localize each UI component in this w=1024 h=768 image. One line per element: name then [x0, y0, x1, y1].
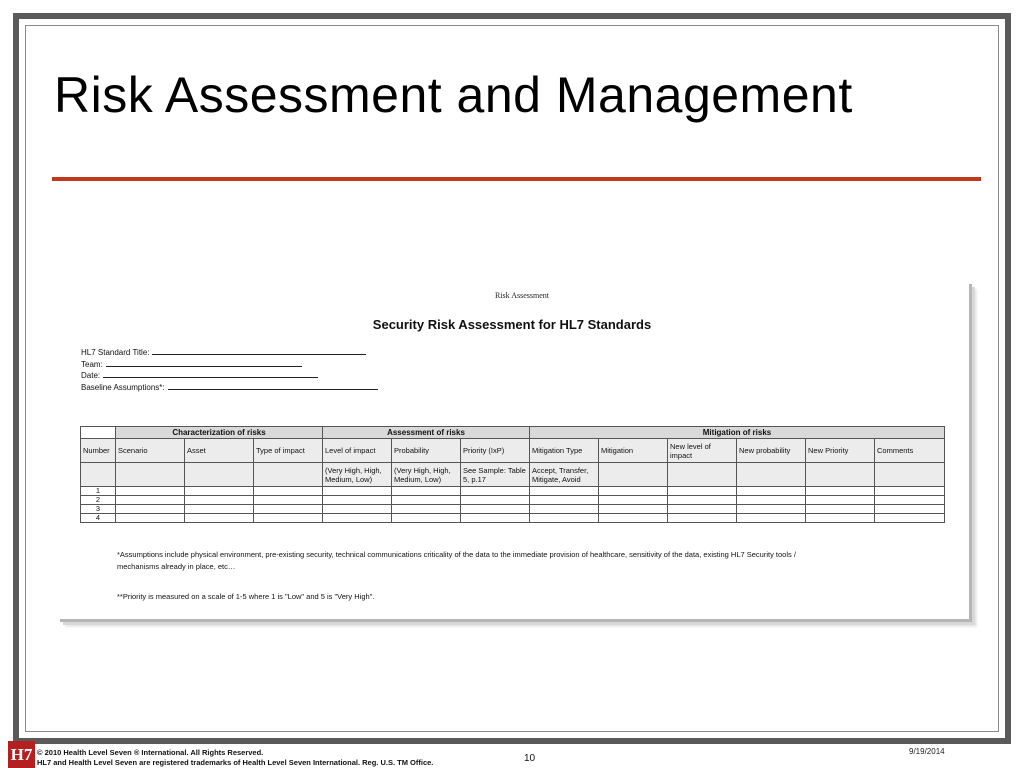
row-number: 3: [81, 505, 116, 514]
field-standard-title: [81, 347, 378, 359]
column-header: Asset: [185, 439, 254, 463]
guidance-cell: [737, 463, 806, 487]
field-date: [81, 370, 378, 382]
group-assessment: Assessment of risks: [323, 427, 530, 439]
guidance-cell: [185, 463, 254, 487]
field-label: Team:: [81, 359, 103, 369]
group-mitigation: Mitigation of risks: [530, 427, 945, 439]
guidance-cell: [254, 463, 323, 487]
document-header: Risk Assessment: [494, 291, 549, 300]
footer-copyright: © 2010 Health Level Seven ® International. All Rights Reserved.: [37, 748, 264, 757]
guidance-cell: (Very High, High, Medium, Low): [323, 463, 392, 487]
table-group-row: [81, 427, 945, 439]
assumptions-note: *Assumptions include physical environment, pre-existing security, technical communications criticality of the data to the immediate provision of healthcare, sensitivity of the data, existing HL7 Security tools / mechanisms already in place, etc…: [117, 550, 796, 571]
column-header: Level of impact: [323, 439, 392, 463]
slide-title: Risk Assessment and Management: [54, 67, 853, 123]
column-header: Comments: [875, 439, 945, 463]
risk-assessment-document-image: [57, 281, 969, 619]
priority-note: **Priority is measured on a scale of 1-5 where 1 is "Low" and 5 is "Very High".: [117, 592, 375, 601]
column-header: Probability: [392, 439, 461, 463]
row-number: 2: [81, 496, 116, 505]
blank-line: [168, 382, 378, 390]
column-header: New Priority: [806, 439, 875, 463]
footer-legal: [37, 748, 433, 768]
row-number: 1: [81, 487, 116, 496]
blank-line: [106, 359, 302, 367]
column-header: Priority (IxP): [461, 439, 530, 463]
column-header: New level of impact: [668, 439, 737, 463]
group-characterization: Characterization of risks: [116, 427, 323, 439]
table-header-row: [81, 439, 945, 463]
table-guidance-row: [81, 463, 945, 487]
guidance-cell: Accept, Transfer, Mitigate, Avoid: [530, 463, 599, 487]
table-row: [81, 496, 945, 505]
column-header: New probability: [737, 439, 806, 463]
document-fields: [81, 347, 378, 393]
risk-table: [80, 426, 945, 523]
row-number: 4: [81, 514, 116, 523]
title-divider: [52, 177, 981, 181]
blank-line: [103, 370, 318, 378]
table-row: [81, 487, 945, 496]
guidance-cell: [599, 463, 668, 487]
field-baseline-assumptions: [81, 382, 378, 394]
footer-date: 9/19/2014: [909, 747, 945, 756]
guidance-cell: [81, 463, 116, 487]
document-title: Security Risk Assessment for HL7 Standards: [372, 317, 652, 332]
field-label: Date:: [81, 371, 101, 380]
guidance-cell: [116, 463, 185, 487]
column-header: Scenario: [116, 439, 185, 463]
page-number: 10: [524, 753, 536, 764]
guidance-cell: [668, 463, 737, 487]
footer-trademark: HL7 and Health Level Seven are registered trademarks of Health Level Seven International. Reg. U.S. TM Office.: [37, 758, 434, 767]
column-header: Mitigation: [599, 439, 668, 463]
column-header: Number: [81, 439, 116, 463]
column-header: Mitigation Type: [530, 439, 599, 463]
guidance-cell: (Very High, High, Medium, Low): [392, 463, 461, 487]
guidance-cell: [875, 463, 945, 487]
table-row: [81, 505, 945, 514]
guidance-cell: [806, 463, 875, 487]
guidance-cell: See Sample: Table 5, p.17: [461, 463, 530, 487]
hl7-logo-icon: H7: [8, 741, 35, 768]
table-row: [81, 514, 945, 523]
field-label: HL7 Standard Title:: [81, 348, 150, 357]
group-spacer: [81, 427, 116, 439]
field-team: [81, 359, 378, 371]
field-label: Baseline Assumptions*:: [81, 382, 165, 392]
column-header: Type of impact: [254, 439, 323, 463]
blank-line: [152, 347, 366, 355]
